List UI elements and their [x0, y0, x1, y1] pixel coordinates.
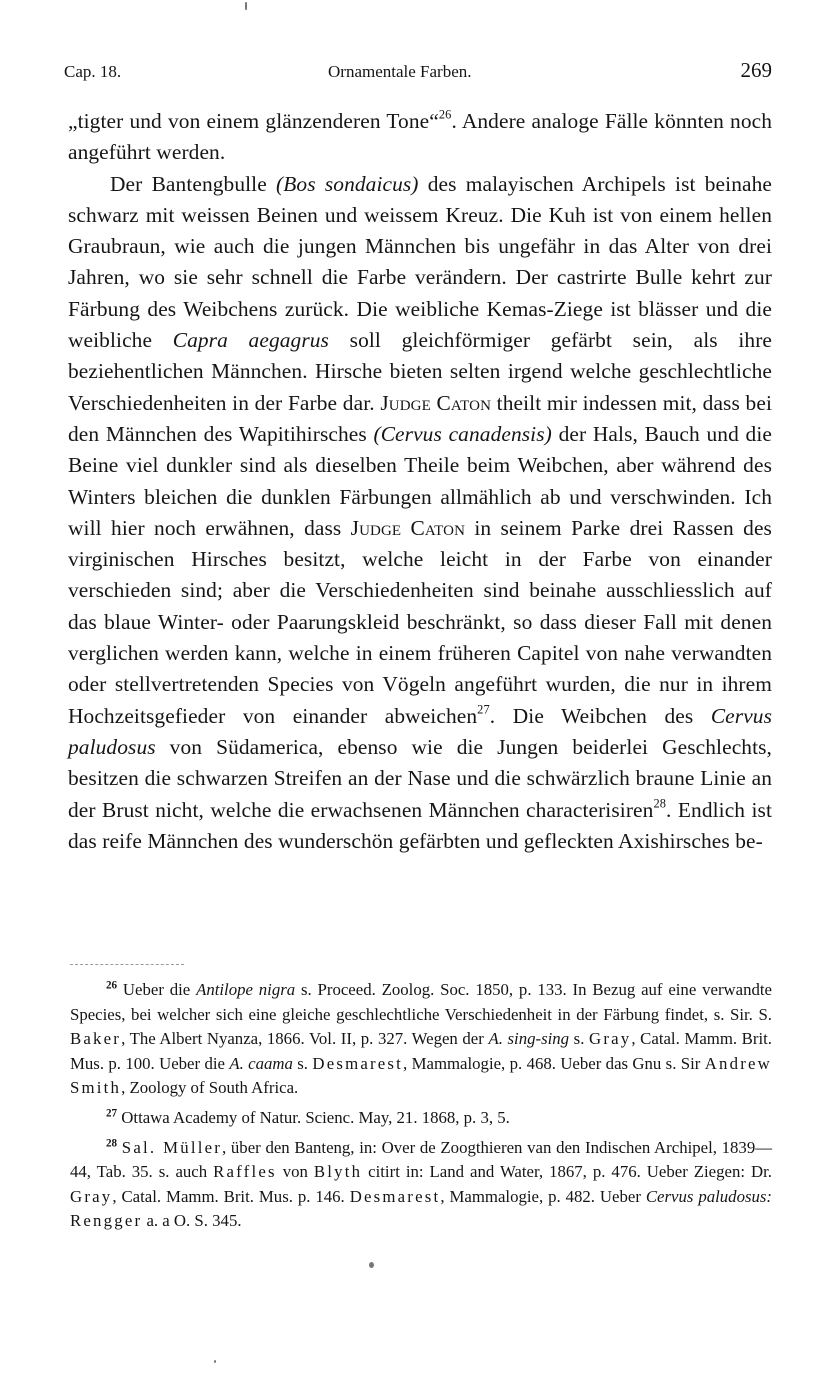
paragraph-banteng: Der Bantengbulle (Bos sondaicus) des malayischen Archipels ist beinahe schwarz mit weissen Beinen und weissem Kreuz. Die Kuh ist von einem hellen Graubraun, wie auch die jungen Männchen bis ungefähr in das Alter von drei Jahren, wo sie sehr schnell die Farbe verändern. Der castrirte Bulle kehrt zur Färbung des Weibchens zurück. Die weibliche Kemas-Ziege ist blässer und die weibliche Capra aegagrus soll gleichförmiger gefärbt sein, als ihre beziehentlichen Männchen. Hirsche bieten selten irgend welche geschlechtliche Verschiedenheiten in der Farbe dar. Judge Caton theilt mir indessen mit, dass bei den Männchen des Wapitihirsches (Cervus canadensis) der Hals, Bauch und die Beine viel dunkler sind als dieselben Theile beim Weibchen, aber während des Winters bleichen die dunklen Färbungen allmählich ab und verschwinden. Ich will hier noch erwähnen, dass Judge Caton in seinem Parke drei Rassen des virginischen Hirsches besitzt, welche leicht in der Farbe von einander verschieden sind; aber die Verschiedenheiten sind beinahe ausschliesslich auf das blaue Winter- oder Paarungskleid beschränkt, so dass dieser Fall mit denen verglichen werden kann, welche in einem früheren Capitel von nahe verwandten oder stellvertretenden Species von Vögeln angeführt wurden, die nur in ihrem Hochzeitsgefieder von einander abweichen$^{27}$. Die Weibchen des Cervus paludosus von Südamerica, ebenso wie die Jungen beiderlei Geschlechts, besitzen die schwarzen Streifen an der Nase und die schwärzlich braune Linie an der Brust nicht, welche die erwachsenen Männchen characterisiren$^{28}$. Endlich ist das reife Männchen des wunderschön gefärbten und gefleckten Axishirsches be- — [68, 171, 773, 853]
footnote-ref-26[interactable]: 26 — [438, 107, 452, 122]
body-text — [68, 106, 772, 857]
footnote-number: 26 — [106, 979, 118, 992]
page-number: 269 — [740, 58, 772, 82]
running-header — [64, 58, 772, 88]
species-name: (Cervus canadensis) — [373, 421, 552, 446]
person-name: Judge Caton — [380, 390, 492, 415]
species-name: (Bos sondaicus) — [276, 171, 419, 196]
paragraph-continued: „tigter und von einem glänzenderen Tone“$^{26}$. Andere analoge Fälle könnten noch angeführt werden. — [68, 107, 772, 165]
footnote-separator — [70, 964, 184, 965]
person-name: Judge Caton — [350, 515, 465, 540]
footnote-28: $^{28}$ Sal. Müller, über den Banteng, in: Over de Zoogthieren van den Indischen Archipel, 1839—44, Tab. 35. s. auch Raffles von Blyth citirt in: Land and Water, 1867, p. 476. Ueber Ziegen: Dr. Gray, Catal. Mamm. Brit. Mus. p. 146. Desmarest, Mammalogie, p. 482. Ueber Cervus paludosus: Rengger a. a O. S. 345. — [70, 1136, 772, 1231]
footnote-ref-28[interactable]: 28 — [653, 796, 667, 811]
footnotes — [70, 978, 772, 1239]
running-title: Ornamentale Farben. — [328, 62, 472, 81]
species-name: Cervus paludosus — [68, 703, 773, 759]
footnote-26: $^{26}$ Ueber die Antilope nigra s. Proceed. Zoolog. Soc. 1850, p. 133. In Bezug auf eine verwandte Species, bei welcher sich eine gleiche geschlechtliche Verschiedenheit in der Färbung findet, s. Sir. S. Baker, The Albert Nyanza, 1866. Vol. II, p. 327. Wegen der A. sing-sing s. Gray, Catal. Mamm. Brit. Mus. p. 100. Ueber die A. caama s. Desmarest, Mammalogie, p. 468. Ueber das Gnu s. Sir Andrew Smith, Zoology of South Africa. — [70, 979, 772, 1098]
print-speck — [369, 1262, 374, 1268]
species-name: Capra aegagrus — [172, 328, 329, 353]
chapter-label: Cap. 18. — [64, 62, 122, 81]
footnote-number: 27 — [106, 1107, 118, 1120]
footnote-number: 28 — [106, 1136, 118, 1149]
footnote-27: $^{27}$ Ottawa Academy of Natur. Scienc. May, 21. 1868, p. 3, 5. — [106, 1107, 510, 1127]
print-speck — [245, 2, 247, 10]
print-speck — [214, 1360, 216, 1363]
footnote-ref-27[interactable]: 27 — [477, 702, 490, 717]
